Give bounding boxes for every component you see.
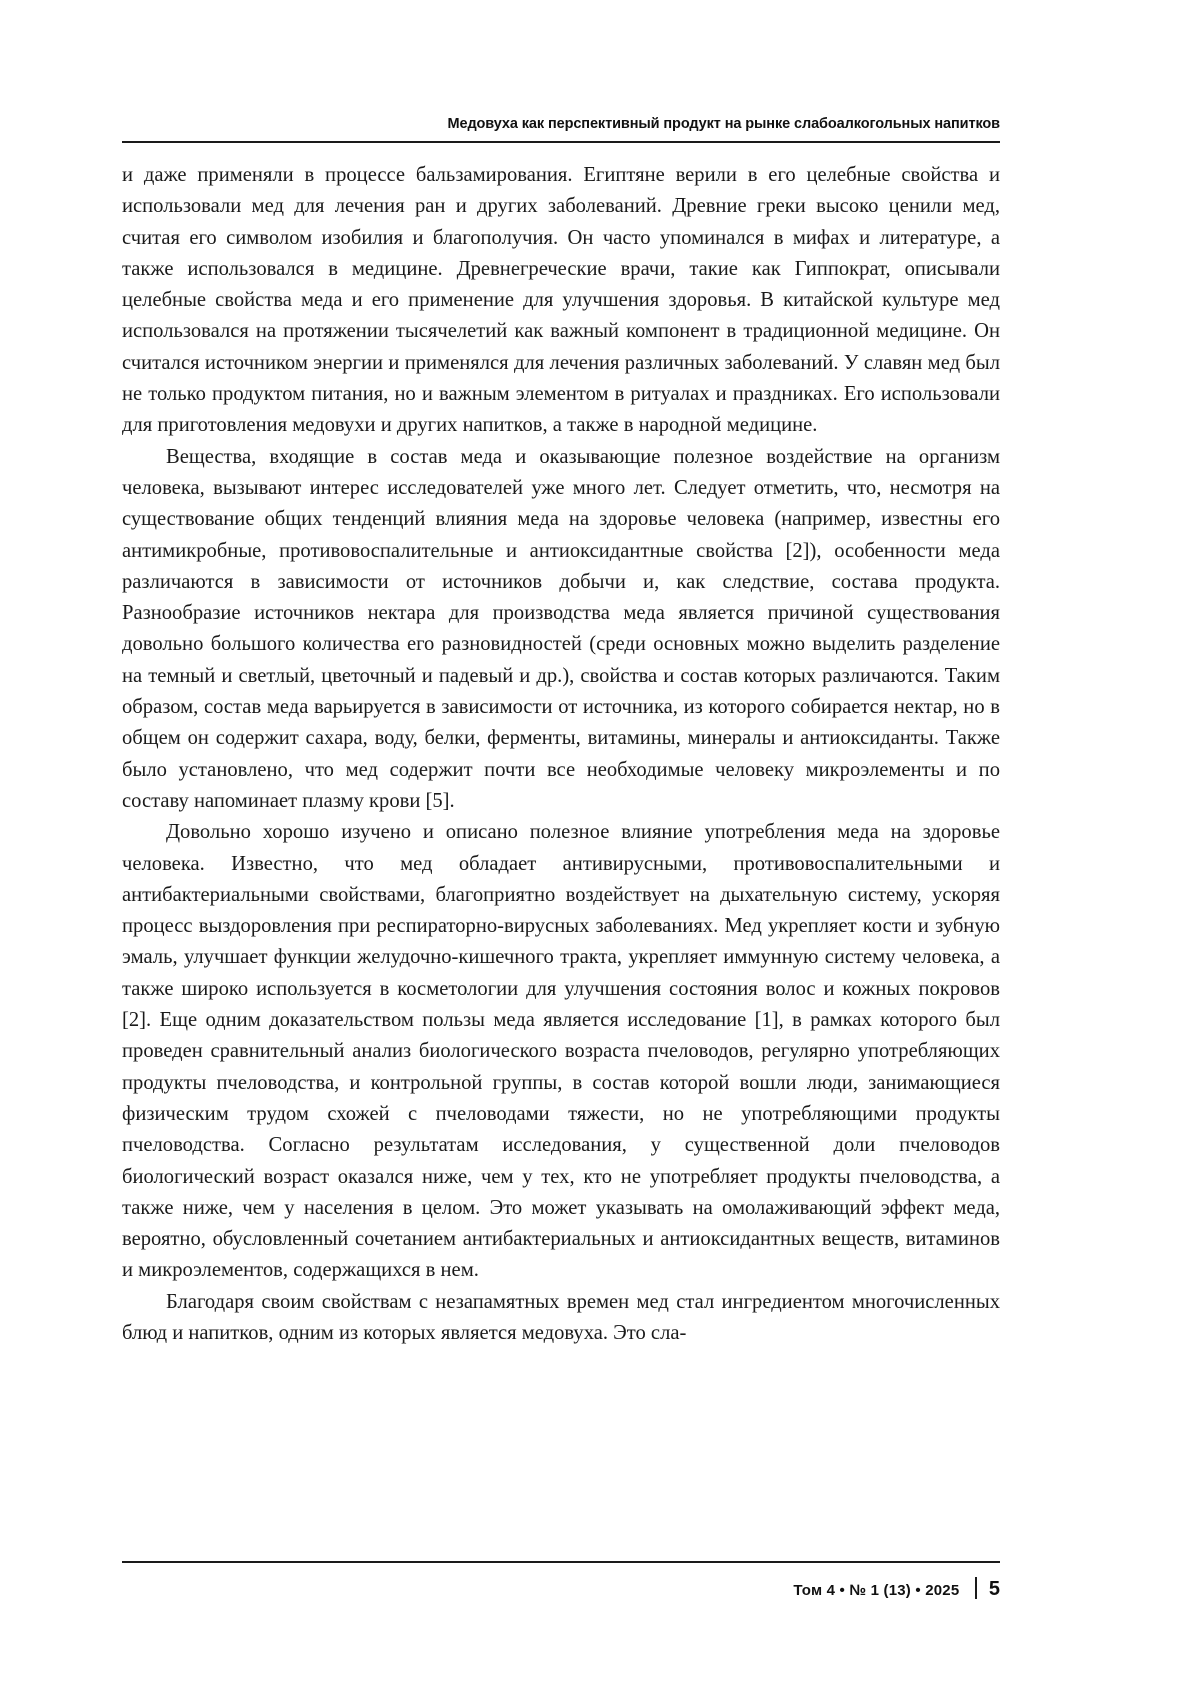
footer-divider — [975, 1577, 977, 1599]
paragraph: Вещества, входящие в состав меда и оказывающие полезное воздействие на организм человека, вызывают интерес исследователей уже много лет. Следует отметить, что, несмотря на существование общих тенденций влияния меда на здоровье человека (например, известны его антимикробные, противовоспалительные и антиоксидантные свойства [2]), особенности меда различаются в зависимости от источников добычи и, как следствие, состава продукта. Разнообразие источников нектара для производства меда является причиной существования довольно большого количества его разновидностей (среди основных можно выделить разделение на темный и светлый, цветочный и падевый и др.), свойства и состав которых различаются. Таким образом, состав меда варьируется в зависимости от источника, из которого собирается нектар, но в общем он содержит сахара, воду, белки, ферменты, витамины, минералы и антиоксиданты. Также было установлено, что мед содержит почти все необходимые человеку микроэлементы и по составу напоминает плазму крови [5]. — [122, 445, 1000, 812]
paragraph: Довольно хорошо изучено и описано полезное влияние употребления меда на здоровье человека. Известно, что мед обладает антивирусными, противовоспалительными и антибактериальными свойствами, благоприятно воздействует на дыхательную систему, ускоряя процесс выздоровления при респираторно-вирусных заболеваниях. Мед укрепляет кости и зубную эмаль, улучшает функции желудочно-кишечного тракта, укрепляет иммунную систему человека, а также широко используется в косметологии для улучшения состояния волос и кожных покровов [2]. Еще одним доказательством пользы меда является исследование [1], в рамках которого был проведен сравнительный анализ биологического возраста пчеловодов, регулярно употребляющих продукты пчеловодства, и контрольной группы, в состав которой вошли люди, занимающиеся физическим трудом схожей с пчеловодами тяжести, но не употребляющими продукты пчеловодства. Согласно результатам исследования, у существенной доли пчеловодов биологический возраст оказался ниже, чем у тех, кто не употребляет продукты пчеловодства, а также ниже, чем у населения в целом. Это может указывать на омолаживающий эффект меда, вероятно, обусловленный сочетанием антибактериальных и антиоксидантных веществ, витаминов и микроэлементов, содержащихся в нем. — [122, 821, 1000, 1282]
running-head: Медовуха как перспективный продукт на рынке слабоалкогольных напитков — [447, 116, 1000, 132]
paragraph: и даже применяли в процессе бальзамирования. Египтяне верили в его целебные свойства и использовали мед для лечения ран и других заболеваний. Древние греки высоко ценили мед, считая его символом изобилия и благополучия. Он часто упоминался в мифах и литературе, а также использовался в медицине. Древнегреческие врачи, такие как Гиппократ, описывали целебные свойства меда и его применение для улучшения здоровья. В китайской культуре мед использовался на протяжении тысячелетий как важный компонент в традиционной медицине. Он считался источником энергии и применялся для лечения различных заболеваний. У славян мед был не только продуктом питания, но и важным элементом в ритуалах и праздниках. Его использовали для приготовления медовухи и других напитков, а также в народной медицине. — [122, 164, 1000, 437]
paragraph: Благодаря своим свойствам с незапамятных времен мед стал ингредиентом многочисленных блюд и напитков, одним из которых является медовуха. Это сла- — [122, 1290, 1000, 1344]
body-text — [122, 160, 1000, 1349]
page-number: 5 — [988, 1578, 1000, 1600]
page-content — [122, 0, 1000, 1697]
issue-info: Том 4 • № 1 (13) • 2025 — [793, 1582, 960, 1599]
header-rule — [122, 141, 1000, 143]
footer-rule — [122, 1561, 1000, 1563]
page-footer — [122, 1573, 1000, 1601]
